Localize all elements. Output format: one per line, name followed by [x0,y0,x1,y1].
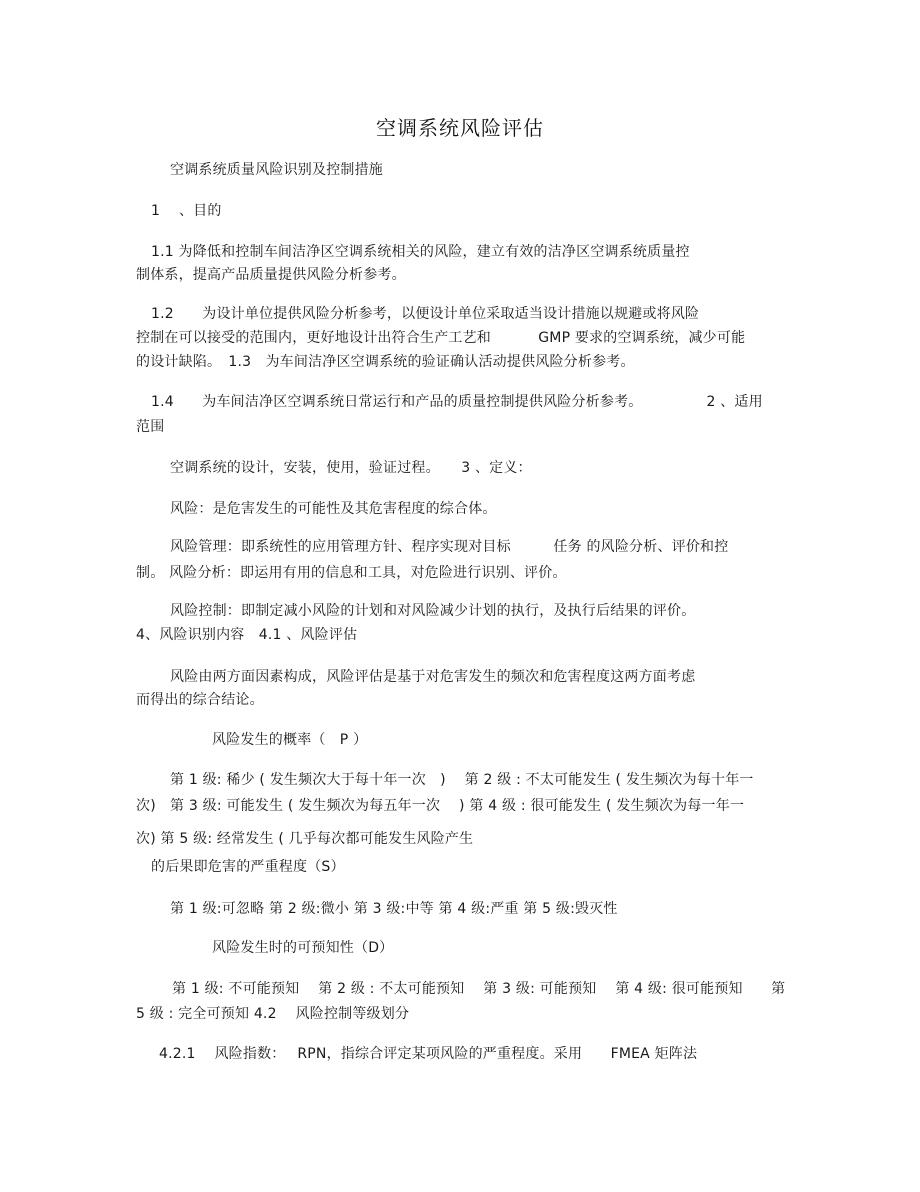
severity-heading: 的后果即危害的严重程度（S） [151,859,345,875]
probability-levels-line: 次) 第 3 级: 可能发生 ( 发生频次为每五年一次 ) 第 4 级 : 很可能发生 ( 发生频次为每一年一 [136,798,745,814]
paragraph-line: 1.4 为车间洁净区空调系统日常运行和产品的质量控制提供风险分析参考。 2 、适用 [151,394,763,410]
paragraph-line: 空调系统的设计，安装，使用，验证过程。 3 、定义： [170,460,532,476]
detectability-levels-line: 5 级 : 完全可预知 4.2 风险控制等级划分 [136,1006,410,1022]
definition-risk-control: 风险控制：即制定减小风险的计划和对风险减少计划的执行，及执行后结果的评价。 [170,603,696,619]
detectability-heading: 风险发生时的可预知性（D） [212,940,394,956]
paragraph-line: 控制在可以接受的范围内，更好地设计出符合生产工艺和 GMP 要求的空调系统，减少可能 [136,330,746,346]
paragraph-line: 1.1 为降低和控制车间洁净区空调系统相关的风险，建立有效的洁净区空调系统质量控 [151,244,690,260]
subtitle-line: 空调系统质量风险识别及控制措施 [170,162,383,178]
definition-risk: 风险：是危害发生的可能性及其危害程度的综合体。 [170,501,497,517]
severity-levels-line: 第 1 级:可忽略 第 2 级:微小 第 3 级:中等 第 4 级:严重 第 5 级:毁灭性 [170,901,618,917]
probability-heading: 风险发生的概率（ P ） [212,732,368,748]
section-heading-identification: 4、风险识别内容 4.1 、风险评估 [136,627,358,643]
paragraph-line: 风险由两方面因素构成，风险评估是基于对危害发生的频次和危害程度这两方面考虑 [170,669,696,685]
paragraph-line: 范围 [136,419,165,435]
paragraph-line: 的设计缺陷。 1.3 为车间洁净区空调系统的验证确认活动提供风险分析参考。 [136,354,635,370]
page-title: 空调系统风险评估 [376,116,544,140]
section-heading-purpose: 1 、目的 [151,203,222,219]
paragraph-line: 而得出的综合结论。 [136,692,264,708]
probability-levels-line: 次) 第 5 级: 经常发生 ( 几乎每次都可能发生风险产生 [136,831,474,847]
definition-risk-management: 风险管理：即系统性的应用管理方针、程序实现对目标 任务 的风险分析、评价和控 [170,539,729,555]
definition-risk-analysis: 制。 风险分析：即运用有用的信息和工具，对危险进行识别、评价。 [136,565,567,581]
detectability-levels-line: 第 1 级: 不可能预知 第 2 级 : 不太可能预知 第 3 级: 可能预知 第 4 级: 很可能预知 第 [172,981,786,997]
rpn-line: 4.2.1 风险指数： RPN，指综合评定某项风险的严重程度。采用 FMEA 矩阵法 [159,1046,698,1062]
paragraph-line: 制体系，提高产品质量提供风险分析参考。 [136,267,406,283]
probability-levels-line: 第 1 级: 稀少 ( 发生频次大于每十年一次 ) 第 2 级 : 不太可能发生 ( 发生频次为每十年一 [170,772,754,788]
paragraph-line: 1.2 为设计单位提供风险分析参考，以便设计单位采取适当设计措施以规避或将风险 [151,306,700,322]
